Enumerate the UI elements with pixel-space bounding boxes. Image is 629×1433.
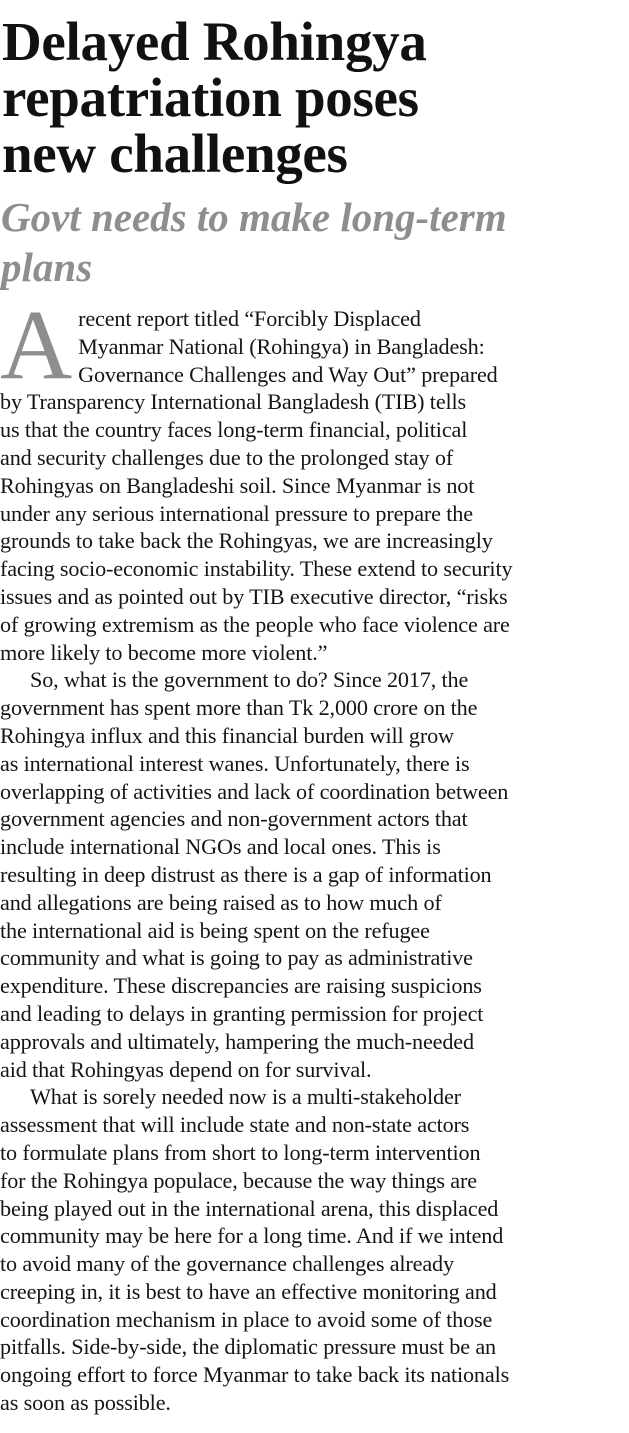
- text-line: more likely to become more violent.”: [0, 639, 328, 665]
- paragraph-1: [0, 289, 629, 666]
- headline-line: new challenges: [2, 123, 348, 184]
- text-line: creeping in, it is best to have an effective monitoring and: [0, 1278, 497, 1304]
- text-line: So, what is the government to do? Since 2017, the: [30, 667, 469, 693]
- text-line: the international aid is being spent on the refugee: [0, 917, 430, 943]
- text-line: to avoid many of the governance challenges already: [0, 1251, 454, 1277]
- text-line: grounds to take back the Rohingyas, we are increasingly: [0, 528, 493, 554]
- text-line: Rohingya influx and this financial burden will grow: [0, 722, 454, 748]
- text-line: What is sorely needed now is a multi-stakeholder: [30, 1084, 461, 1110]
- text-line: and leading to delays in granting permission for project: [0, 1000, 484, 1026]
- text-line: Myanmar National (Rohingya) in Bangladesh:: [78, 333, 485, 359]
- text-line: include international NGOs and local ones. This is: [0, 834, 441, 860]
- text-line: pitfalls. Side-by-side, the diplomatic pressure must be an: [0, 1334, 496, 1360]
- text-line: Governance Challenges and Way Out” prepared: [78, 361, 498, 387]
- text-line: facing socio-economic instability. These extend to security: [0, 556, 513, 582]
- text-line: expenditure. These discrepancies are raising suspicions: [0, 973, 482, 999]
- text-line: to formulate plans from short to long-term intervention: [0, 1139, 481, 1165]
- text-line: overlapping of activities and lack of coordination between: [0, 778, 509, 804]
- text-line: community may be here for a long time. And if we intend: [0, 1223, 504, 1249]
- text-line: and allegations are being raised as to how much of: [0, 889, 442, 915]
- text-line: for the Rohingya populace, because the way things are: [0, 1167, 477, 1193]
- text-line: under any serious international pressure to prepare the: [0, 500, 473, 526]
- paragraph-2: [0, 666, 629, 1083]
- subheadline-line: Govt needs to make long-term: [1, 194, 507, 240]
- text-line: approvals and ultimately, hampering the much-needed: [0, 1028, 474, 1054]
- text-line: issues and as pointed out by TIB executive director, “risks: [0, 583, 508, 609]
- text-line: Rohingyas on Bangladeshi soil. Since Myanmar is not: [0, 472, 475, 498]
- text-line: by Transparency International Bangladesh (TIB) tells: [0, 389, 467, 415]
- paragraph-3: [0, 1083, 629, 1417]
- article-body: [0, 289, 629, 1417]
- text-line: and security challenges due to the prolonged stay of: [0, 444, 454, 470]
- text-line: assessment that will include state and non-state actors: [0, 1112, 470, 1138]
- text-line: community and what is going to pay as administrative: [0, 945, 473, 971]
- headline-line: repatriation poses: [2, 67, 419, 128]
- text-line: us that the country faces long-term financial, political: [0, 417, 468, 443]
- text-line: ongoing effort to force Myanmar to take back its nationals: [0, 1362, 510, 1388]
- text-line: of growing extremism as the people who face violence are: [0, 611, 510, 637]
- text-line: aid that Rohingyas depend on for survival.: [0, 1056, 372, 1082]
- subheadline-line: plans: [1, 244, 93, 290]
- text-line: resulting in deep distrust as there is a gap of information: [0, 861, 492, 887]
- subheadline: [0, 192, 629, 292]
- text-line: government agencies and non-government actors that: [0, 806, 468, 832]
- headline: [0, 11, 629, 184]
- text-line: being played out in the international arena, this displaced: [0, 1195, 499, 1221]
- text-line: as international interest wanes. Unfortunately, there is: [0, 750, 470, 776]
- text-line: government has spent more than Tk 2,000 crore on the: [0, 695, 478, 721]
- drop-cap: A: [0, 289, 73, 400]
- text-line: as soon as possible.: [0, 1390, 171, 1416]
- text-line: coordination mechanism in place to avoid some of those: [0, 1306, 493, 1332]
- headline-line: Delayed Rohingya: [2, 11, 427, 72]
- text-line: recent report titled “Forcibly Displaced: [78, 306, 421, 331]
